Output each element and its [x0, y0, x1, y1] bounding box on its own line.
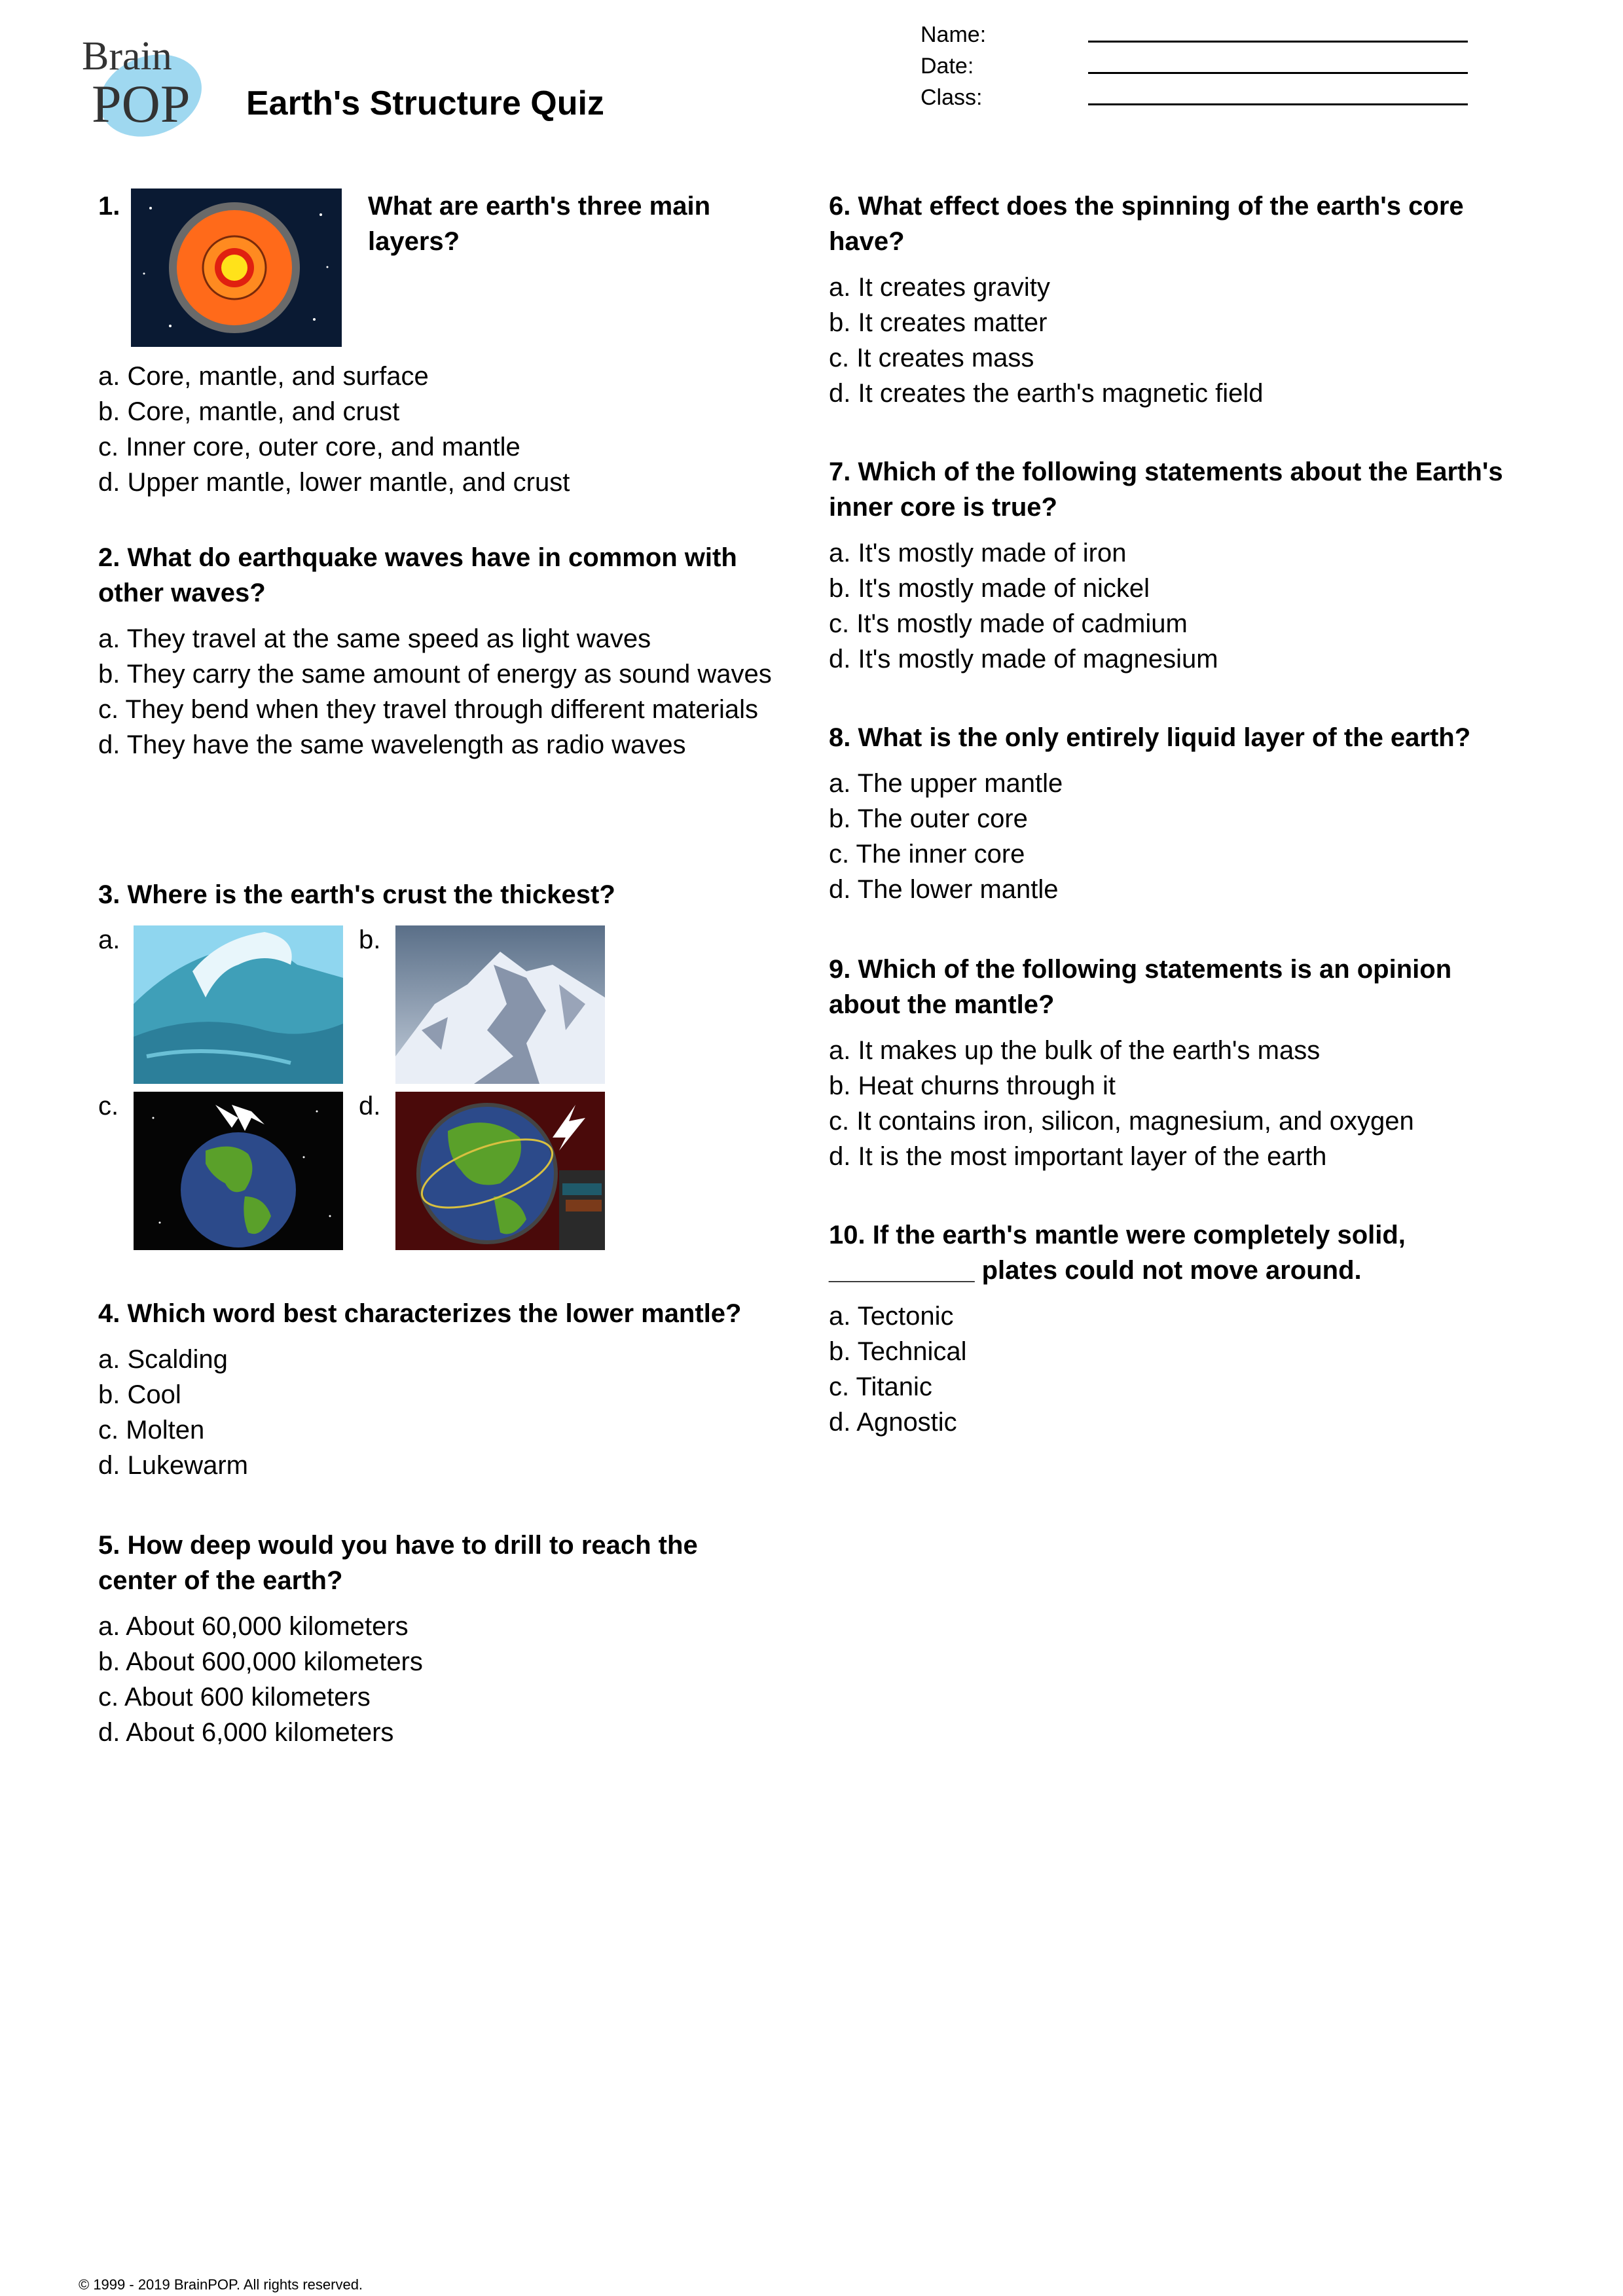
- question-9: [829, 952, 1510, 1174]
- question-2-text: 2. What do earthquake waves have in common with other waves?: [98, 543, 737, 607]
- question-9-option-b[interactable]: b. Heat churns through it: [829, 1071, 1116, 1100]
- question-6-option-d[interactable]: d. It creates the earth's magnetic field: [829, 379, 1264, 408]
- question-1-option-a[interactable]: a. Core, mantle, and surface: [98, 362, 429, 391]
- question-5-option-a[interactable]: a. About 60,000 kilometers: [98, 1612, 409, 1641]
- question-9-option-c[interactable]: c. It contains iron, silicon, magnesium, and oxygen: [829, 1107, 1414, 1136]
- copyright-footer: © 1999 - 2019 BrainPOP. All rights reserved.: [79, 2276, 363, 2293]
- question-3-option-b-label: b.: [359, 925, 381, 954]
- question-5-text: 5. How deep would you have to drill to reach the center of the earth?: [98, 1531, 698, 1595]
- question-10-option-b[interactable]: b. Technical: [829, 1337, 967, 1366]
- brainpop-logo: [79, 24, 210, 141]
- question-4-option-c[interactable]: c. Molten: [98, 1416, 205, 1444]
- page-title: Earth's Structure Quiz: [246, 84, 604, 122]
- question-9-text: 9. Which of the following statements is an opinion about the mantle?: [829, 955, 1452, 1019]
- question-10-option-d[interactable]: d. Agnostic: [829, 1408, 957, 1437]
- question-10: [829, 1217, 1510, 1440]
- question-5: [98, 1528, 779, 1750]
- question-2-option-b[interactable]: b. They carry the same amount of energy as sound waves: [98, 660, 772, 689]
- ocean-wave-image[interactable]: [134, 925, 343, 1084]
- question-4-text: 4. Which word best characterizes the lower mantle?: [98, 1299, 742, 1328]
- earth-arrow-top-image[interactable]: [134, 1092, 343, 1250]
- question-8-option-d[interactable]: d. The lower mantle: [829, 875, 1059, 904]
- question-1-number: 1.: [98, 192, 120, 221]
- question-6-option-c[interactable]: c. It creates mass: [829, 344, 1034, 372]
- question-7-option-a[interactable]: a. It's mostly made of iron: [829, 539, 1127, 567]
- question-6-option-a[interactable]: a. It creates gravity: [829, 273, 1050, 302]
- question-2-option-a[interactable]: a. They travel at the same speed as light waves: [98, 624, 651, 653]
- question-4-option-b[interactable]: b. Cool: [98, 1380, 181, 1409]
- question-3-option-a-label: a.: [98, 925, 120, 954]
- name-label: Name:: [921, 22, 987, 47]
- mountain-image[interactable]: [395, 925, 605, 1084]
- question-4-option-a[interactable]: a. Scalding: [98, 1345, 228, 1374]
- question-5-option-b[interactable]: b. About 600,000 kilometers: [98, 1647, 423, 1676]
- question-1-option-d[interactable]: d. Upper mantle, lower mantle, and crust: [98, 468, 570, 497]
- question-8-option-b[interactable]: b. The outer core: [829, 804, 1028, 833]
- question-10-text: 10. If the earth's mantle were completely solid, __________ plates could not move around.: [829, 1221, 1406, 1285]
- logo-text-brain: Brain: [82, 34, 172, 79]
- question-10-option-c[interactable]: c. Titanic: [829, 1372, 932, 1401]
- question-1-options: [98, 359, 779, 500]
- question-8-text: 8. What is the only entirely liquid layer of the earth?: [829, 723, 1471, 752]
- globe-arrow-side-image[interactable]: [395, 1092, 605, 1250]
- question-2-option-d[interactable]: d. They have the same wavelength as radio waves: [98, 730, 686, 759]
- question-9-option-a[interactable]: a. It makes up the bulk of the earth's mass: [829, 1036, 1321, 1065]
- question-5-option-d[interactable]: d. About 6,000 kilometers: [98, 1718, 394, 1747]
- question-7-text: 7. Which of the following statements about the Earth's inner core is true?: [829, 457, 1503, 522]
- question-7-option-d[interactable]: d. It's mostly made of magnesium: [829, 645, 1218, 673]
- question-1-option-c[interactable]: c. Inner core, outer core, and mantle: [98, 433, 520, 461]
- question-8-option-a[interactable]: a. The upper mantle: [829, 769, 1063, 798]
- question-7-option-c[interactable]: c. It's mostly made of cadmium: [829, 609, 1188, 638]
- question-1-text: What are earth's three main layers?: [368, 192, 711, 256]
- earth-layers-image: [131, 188, 342, 347]
- question-4-option-d[interactable]: d. Lukewarm: [98, 1451, 248, 1480]
- name-field[interactable]: [1088, 41, 1468, 43]
- question-6-text: 6. What effect does the spinning of the earth's core have?: [829, 192, 1464, 256]
- question-5-option-c[interactable]: c. About 600 kilometers: [98, 1683, 371, 1712]
- date-field[interactable]: [1088, 72, 1468, 74]
- question-7: [829, 454, 1510, 677]
- question-6: [829, 188, 1510, 411]
- question-7-option-b[interactable]: b. It's mostly made of nickel: [829, 574, 1150, 603]
- question-6-option-b[interactable]: b. It creates matter: [829, 308, 1048, 337]
- logo-text-pop: POP: [92, 74, 191, 134]
- question-2-option-c[interactable]: c. They bend when they travel through different materials: [98, 695, 758, 724]
- question-10-option-a[interactable]: a. Tectonic: [829, 1302, 954, 1331]
- question-9-option-d[interactable]: d. It is the most important layer of the earth: [829, 1142, 1327, 1171]
- question-1-option-b[interactable]: b. Core, mantle, and crust: [98, 397, 400, 426]
- question-2: [98, 540, 779, 762]
- date-label: Date:: [921, 54, 974, 79]
- question-3-text: 3. Where is the earth's crust the thickest?: [98, 880, 615, 909]
- class-label: Class:: [921, 85, 983, 110]
- question-8-option-c[interactable]: c. The inner core: [829, 840, 1025, 869]
- question-3-option-d-label: d.: [359, 1092, 381, 1121]
- class-field[interactable]: [1088, 103, 1468, 105]
- question-4: [98, 1296, 779, 1483]
- question-3-option-c-label: c.: [98, 1092, 119, 1121]
- question-8: [829, 720, 1510, 907]
